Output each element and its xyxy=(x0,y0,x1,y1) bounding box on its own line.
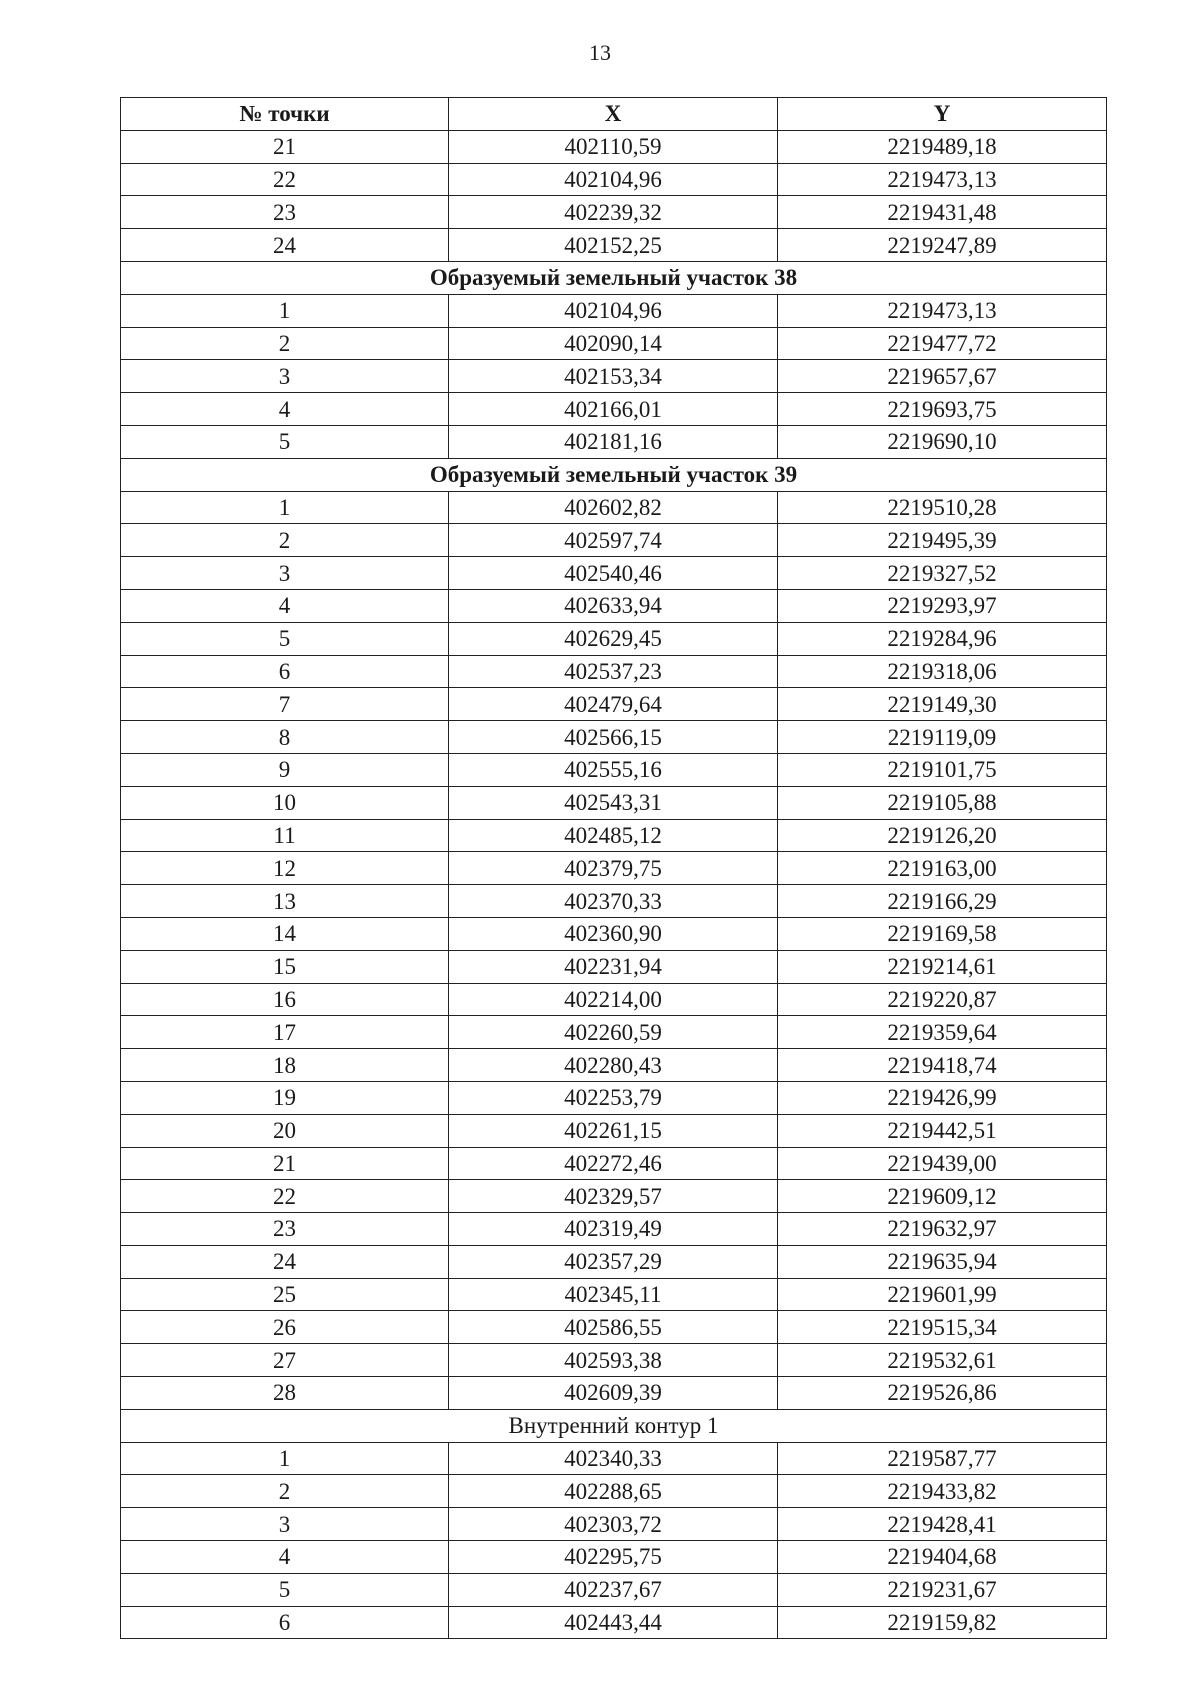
x-coordinate-cell: 402104,96 xyxy=(449,294,778,327)
x-coordinate-cell: 402370,33 xyxy=(449,885,778,918)
y-coordinate-cell: 2219169,58 xyxy=(778,917,1107,950)
table-body xyxy=(121,130,1107,1639)
x-coordinate-cell: 402537,23 xyxy=(449,655,778,688)
table-row xyxy=(121,1278,1107,1311)
point-number-cell: 21 xyxy=(121,1147,449,1180)
x-coordinate-cell: 402543,31 xyxy=(449,786,778,819)
x-coordinate-cell: 402379,75 xyxy=(449,852,778,885)
table-row xyxy=(121,524,1107,557)
y-coordinate-cell: 2219657,67 xyxy=(778,360,1107,393)
coordinates-table xyxy=(120,97,1107,1639)
y-coordinate-cell: 2219284,96 xyxy=(778,622,1107,655)
table-row xyxy=(121,393,1107,426)
table-row xyxy=(121,1081,1107,1114)
table-row xyxy=(121,294,1107,327)
table-row xyxy=(121,1147,1107,1180)
point-number-cell: 2 xyxy=(121,327,449,360)
x-coordinate-cell: 402593,38 xyxy=(449,1344,778,1377)
table-row xyxy=(121,1311,1107,1344)
point-number-cell: 7 xyxy=(121,688,449,721)
table-header xyxy=(121,98,1107,131)
x-coordinate-cell: 402280,43 xyxy=(449,1049,778,1082)
section-title: Внутренний контур 1 xyxy=(121,1409,1107,1442)
point-number-cell: 9 xyxy=(121,753,449,786)
section-row xyxy=(121,458,1107,491)
x-coordinate-cell: 402597,74 xyxy=(449,524,778,557)
table-row xyxy=(121,1377,1107,1410)
x-coordinate-cell: 402609,39 xyxy=(449,1377,778,1410)
section-row xyxy=(121,261,1107,294)
y-coordinate-cell: 2219149,30 xyxy=(778,688,1107,721)
point-number-cell: 20 xyxy=(121,1114,449,1147)
x-coordinate-cell: 402288,65 xyxy=(449,1475,778,1508)
point-number-cell: 23 xyxy=(121,196,449,229)
table-row xyxy=(121,983,1107,1016)
y-coordinate-cell: 2219214,61 xyxy=(778,950,1107,983)
y-coordinate-cell: 2219635,94 xyxy=(778,1245,1107,1278)
y-coordinate-cell: 2219166,29 xyxy=(778,885,1107,918)
table-row xyxy=(121,1213,1107,1246)
y-coordinate-cell: 2219431,48 xyxy=(778,196,1107,229)
table-row xyxy=(121,1180,1107,1213)
y-coordinate-cell: 2219587,77 xyxy=(778,1442,1107,1475)
table-row xyxy=(121,1049,1107,1082)
section-row xyxy=(121,1409,1107,1442)
x-coordinate-cell: 402261,15 xyxy=(449,1114,778,1147)
y-coordinate-cell: 2219526,86 xyxy=(778,1377,1107,1410)
table-row xyxy=(121,229,1107,262)
x-coordinate-cell: 402104,96 xyxy=(449,163,778,196)
table-row xyxy=(121,721,1107,754)
point-number-cell: 22 xyxy=(121,1180,449,1213)
y-coordinate-cell: 2219477,72 xyxy=(778,327,1107,360)
point-number-cell: 24 xyxy=(121,1245,449,1278)
table-row xyxy=(121,557,1107,590)
table-row xyxy=(121,852,1107,885)
table-row xyxy=(121,1245,1107,1278)
y-coordinate-cell: 2219418,74 xyxy=(778,1049,1107,1082)
point-number-cell: 26 xyxy=(121,1311,449,1344)
x-coordinate-cell: 402357,29 xyxy=(449,1245,778,1278)
x-coordinate-cell: 402295,75 xyxy=(449,1541,778,1574)
x-coordinate-cell: 402360,90 xyxy=(449,917,778,950)
point-number-cell: 27 xyxy=(121,1344,449,1377)
x-coordinate-cell: 402329,57 xyxy=(449,1180,778,1213)
point-number-cell: 1 xyxy=(121,491,449,524)
table-row xyxy=(121,1573,1107,1606)
y-coordinate-cell: 2219293,97 xyxy=(778,589,1107,622)
table-row xyxy=(121,327,1107,360)
y-coordinate-cell: 2219439,00 xyxy=(778,1147,1107,1180)
point-number-cell: 19 xyxy=(121,1081,449,1114)
table-row xyxy=(121,1016,1107,1049)
x-coordinate-cell: 402253,79 xyxy=(449,1081,778,1114)
point-number-cell: 22 xyxy=(121,163,449,196)
y-coordinate-cell: 2219495,39 xyxy=(778,524,1107,557)
y-coordinate-cell: 2219126,20 xyxy=(778,819,1107,852)
y-coordinate-cell: 2219515,34 xyxy=(778,1311,1107,1344)
y-coordinate-cell: 2219220,87 xyxy=(778,983,1107,1016)
table-row xyxy=(121,1114,1107,1147)
point-number-cell: 17 xyxy=(121,1016,449,1049)
x-coordinate-cell: 402340,33 xyxy=(449,1442,778,1475)
table-row xyxy=(121,688,1107,721)
x-coordinate-cell: 402231,94 xyxy=(449,950,778,983)
y-coordinate-cell: 2219532,61 xyxy=(778,1344,1107,1377)
point-number-cell: 21 xyxy=(121,130,449,163)
table-row xyxy=(121,1344,1107,1377)
y-coordinate-cell: 2219489,18 xyxy=(778,130,1107,163)
x-coordinate-cell: 402633,94 xyxy=(449,589,778,622)
header-row xyxy=(121,98,1107,131)
point-number-cell: 3 xyxy=(121,1508,449,1541)
x-coordinate-cell: 402602,82 xyxy=(449,491,778,524)
point-number-cell: 6 xyxy=(121,655,449,688)
point-number-cell: 11 xyxy=(121,819,449,852)
point-number-cell: 15 xyxy=(121,950,449,983)
point-number-cell: 16 xyxy=(121,983,449,1016)
table-row xyxy=(121,950,1107,983)
point-number-cell: 5 xyxy=(121,425,449,458)
point-number-cell: 3 xyxy=(121,360,449,393)
point-number-cell: 25 xyxy=(121,1278,449,1311)
y-coordinate-cell: 2219318,06 xyxy=(778,655,1107,688)
x-coordinate-cell: 402479,64 xyxy=(449,688,778,721)
point-number-cell: 24 xyxy=(121,229,449,262)
x-coordinate-cell: 402239,32 xyxy=(449,196,778,229)
table-row xyxy=(121,819,1107,852)
y-coordinate-cell: 2219632,97 xyxy=(778,1213,1107,1246)
section-title: Образуемый земельный участок 39 xyxy=(121,458,1107,491)
x-coordinate-cell: 402152,25 xyxy=(449,229,778,262)
table-row xyxy=(121,1541,1107,1574)
y-coordinate-cell: 2219473,13 xyxy=(778,294,1107,327)
x-coordinate-cell: 402110,59 xyxy=(449,130,778,163)
column-header-point-number: № точки xyxy=(121,98,449,131)
x-coordinate-cell: 402153,34 xyxy=(449,360,778,393)
table-row xyxy=(121,425,1107,458)
table-row xyxy=(121,655,1107,688)
point-number-cell: 1 xyxy=(121,294,449,327)
point-number-cell: 4 xyxy=(121,589,449,622)
y-coordinate-cell: 2219327,52 xyxy=(778,557,1107,590)
point-number-cell: 12 xyxy=(121,852,449,885)
y-coordinate-cell: 2219442,51 xyxy=(778,1114,1107,1147)
y-coordinate-cell: 2219105,88 xyxy=(778,786,1107,819)
table-row xyxy=(121,130,1107,163)
column-header-x: X xyxy=(449,98,778,131)
y-coordinate-cell: 2219609,12 xyxy=(778,1180,1107,1213)
x-coordinate-cell: 402214,00 xyxy=(449,983,778,1016)
x-coordinate-cell: 402303,72 xyxy=(449,1508,778,1541)
x-coordinate-cell: 402181,16 xyxy=(449,425,778,458)
point-number-cell: 1 xyxy=(121,1442,449,1475)
y-coordinate-cell: 2219510,28 xyxy=(778,491,1107,524)
point-number-cell: 18 xyxy=(121,1049,449,1082)
table-row xyxy=(121,589,1107,622)
y-coordinate-cell: 2219428,41 xyxy=(778,1508,1107,1541)
point-number-cell: 2 xyxy=(121,524,449,557)
point-number-cell: 8 xyxy=(121,721,449,754)
x-coordinate-cell: 402237,67 xyxy=(449,1573,778,1606)
table-row xyxy=(121,1442,1107,1475)
y-coordinate-cell: 2219163,00 xyxy=(778,852,1107,885)
point-number-cell: 23 xyxy=(121,1213,449,1246)
point-number-cell: 13 xyxy=(121,885,449,918)
point-number-cell: 6 xyxy=(121,1606,449,1639)
x-coordinate-cell: 402166,01 xyxy=(449,393,778,426)
y-coordinate-cell: 2219601,99 xyxy=(778,1278,1107,1311)
column-header-y: Y xyxy=(778,98,1107,131)
x-coordinate-cell: 402260,59 xyxy=(449,1016,778,1049)
y-coordinate-cell: 2219101,75 xyxy=(778,753,1107,786)
table-row xyxy=(121,622,1107,655)
y-coordinate-cell: 2219359,64 xyxy=(778,1016,1107,1049)
point-number-cell: 10 xyxy=(121,786,449,819)
table-row xyxy=(121,196,1107,229)
x-coordinate-cell: 402629,45 xyxy=(449,622,778,655)
y-coordinate-cell: 2219231,67 xyxy=(778,1573,1107,1606)
x-coordinate-cell: 402443,44 xyxy=(449,1606,778,1639)
point-number-cell: 28 xyxy=(121,1377,449,1410)
page-number: 13 xyxy=(589,40,611,65)
table-row xyxy=(121,917,1107,950)
y-coordinate-cell: 2219473,13 xyxy=(778,163,1107,196)
y-coordinate-cell: 2219693,75 xyxy=(778,393,1107,426)
x-coordinate-cell: 402272,46 xyxy=(449,1147,778,1180)
point-number-cell: 14 xyxy=(121,917,449,950)
y-coordinate-cell: 2219119,09 xyxy=(778,721,1107,754)
x-coordinate-cell: 402319,49 xyxy=(449,1213,778,1246)
table-row xyxy=(121,360,1107,393)
table-row xyxy=(121,1606,1107,1639)
x-coordinate-cell: 402555,16 xyxy=(449,753,778,786)
y-coordinate-cell: 2219404,68 xyxy=(778,1541,1107,1574)
table-row xyxy=(121,885,1107,918)
x-coordinate-cell: 402485,12 xyxy=(449,819,778,852)
point-number-cell: 4 xyxy=(121,393,449,426)
table-row xyxy=(121,491,1107,524)
x-coordinate-cell: 402566,15 xyxy=(449,721,778,754)
point-number-cell: 5 xyxy=(121,1573,449,1606)
point-number-cell: 3 xyxy=(121,557,449,590)
x-coordinate-cell: 402586,55 xyxy=(449,1311,778,1344)
x-coordinate-cell: 402540,46 xyxy=(449,557,778,590)
y-coordinate-cell: 2219690,10 xyxy=(778,425,1107,458)
x-coordinate-cell: 402345,11 xyxy=(449,1278,778,1311)
table-row xyxy=(121,163,1107,196)
y-coordinate-cell: 2219159,82 xyxy=(778,1606,1107,1639)
table-row xyxy=(121,786,1107,819)
y-coordinate-cell: 2219433,82 xyxy=(778,1475,1107,1508)
section-title: Образуемый земельный участок 38 xyxy=(121,261,1107,294)
point-number-cell: 5 xyxy=(121,622,449,655)
y-coordinate-cell: 2219426,99 xyxy=(778,1081,1107,1114)
table-row xyxy=(121,1475,1107,1508)
y-coordinate-cell: 2219247,89 xyxy=(778,229,1107,262)
point-number-cell: 4 xyxy=(121,1541,449,1574)
table-row xyxy=(121,753,1107,786)
point-number-cell: 2 xyxy=(121,1475,449,1508)
table-row xyxy=(121,1508,1107,1541)
x-coordinate-cell: 402090,14 xyxy=(449,327,778,360)
